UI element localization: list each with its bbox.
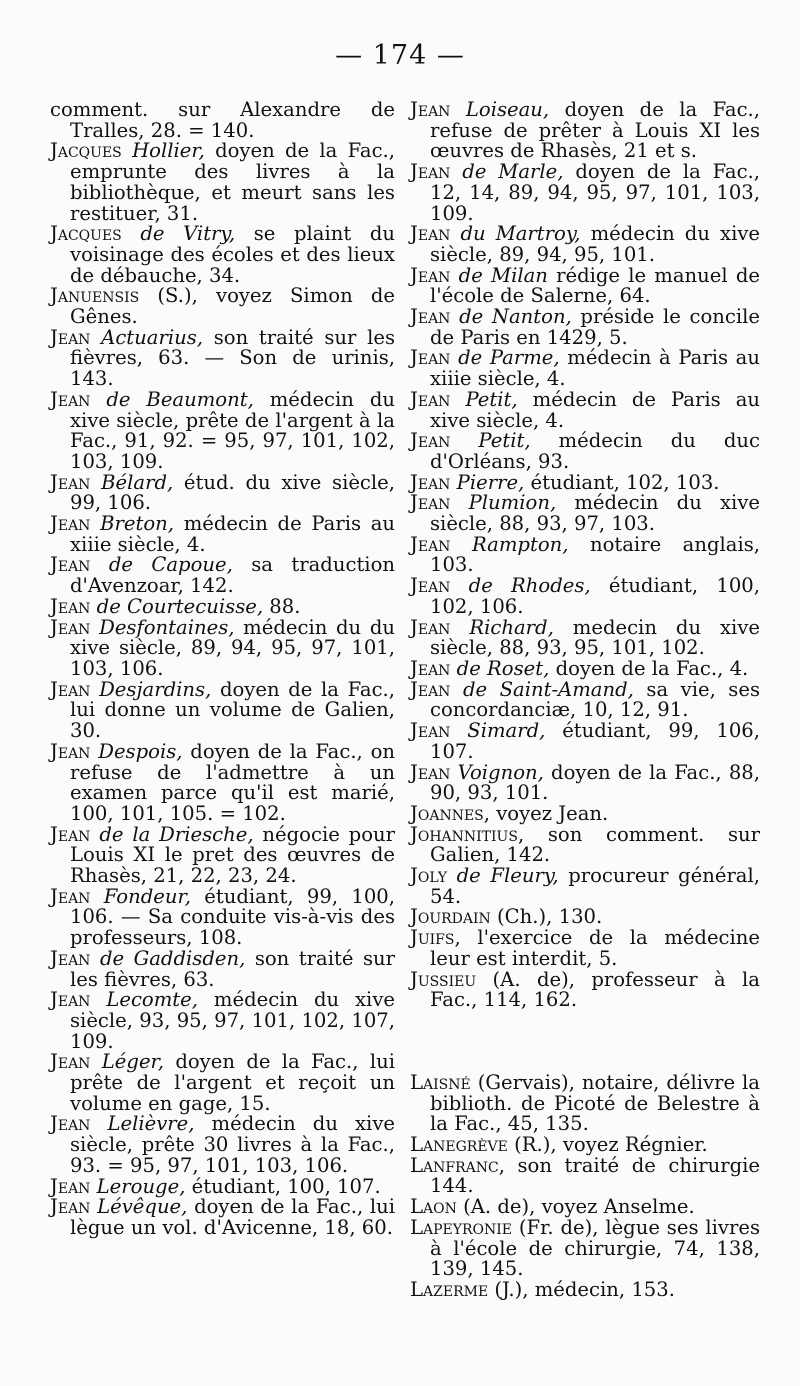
entry-name: Jean	[410, 346, 451, 370]
entry-text: médecin de Paris au xive siècle, 4.	[430, 387, 760, 432]
entry-text: sa vie, ses concordanciæ, 10, 12, 91.	[430, 677, 761, 722]
entry-title: Pierre,	[456, 470, 525, 494]
entry-text: étudiant, 102, 103.	[524, 470, 720, 494]
entry-text: doyen de la Fac., lui lègue un vol. d'Avicenne, 18, 60.	[70, 1195, 395, 1239]
entry-name: Jean	[410, 222, 451, 246]
entry-title: Breton,	[100, 512, 175, 536]
index-entry	[410, 263, 761, 308]
page-number-header: — 174 —	[335, 40, 465, 71]
index-entry	[50, 1174, 395, 1198]
entry-text: l'exercice de la médecine leur est interdit, 5.	[430, 926, 760, 970]
entry-name: Jacques	[50, 222, 122, 246]
entry-title: Simard,	[467, 719, 546, 743]
entry-title: Richard,	[469, 615, 554, 639]
index-entry	[410, 822, 760, 867]
entry-name: Jean	[50, 677, 91, 701]
index-entry	[410, 470, 760, 494]
entry-title: de Vitry,	[140, 222, 236, 246]
entry-name: Jean	[50, 946, 91, 970]
entry-text: son traité sur les fièvres, 63.	[70, 946, 396, 991]
entry-title: de Gaddisden,	[99, 946, 246, 970]
entry-name: Lazerme	[410, 1277, 489, 1301]
entry-text: doyen de la Fac., refuse de prêter à Louis XI les œuvres de Rhasès, 21 et s.	[430, 98, 761, 163]
entry-text: voyez Jean.	[496, 801, 609, 825]
index-entry	[50, 224, 395, 286]
index-entry	[410, 1215, 760, 1281]
entry-text: rédige le manuel de l'école de Salerne, 64.	[430, 263, 761, 308]
index-entry	[410, 760, 761, 805]
index-entry	[410, 866, 760, 907]
entry-text: préside le concile de Paris en 1429, 5.	[430, 305, 760, 349]
entry-title: Lelièvre,	[107, 1112, 195, 1136]
entry-name: Jean	[50, 470, 91, 494]
entry-text: étudiant, 100, 102, 106.	[430, 574, 760, 618]
entry-name: Jourdain	[410, 905, 491, 929]
entry-title: Hollier,	[132, 139, 205, 163]
entry-title: du Martroy,	[460, 222, 581, 246]
index-entry	[50, 594, 395, 618]
entry-name: Jean	[410, 387, 451, 411]
entry-name: Jean	[50, 325, 91, 349]
entry-text: son traité de chirurgie 144.	[430, 1153, 760, 1198]
index-entry	[50, 677, 395, 743]
index-entry	[410, 1135, 760, 1156]
index-entry	[410, 1153, 760, 1198]
entry-title: de Parme,	[458, 346, 560, 370]
entry-name: Jean	[410, 656, 451, 680]
index-entry	[410, 100, 760, 162]
index-entry	[410, 387, 760, 432]
index-entry	[50, 946, 396, 991]
index-entry	[50, 739, 395, 825]
entry-title: Despois,	[98, 739, 183, 763]
entry-text: 88.	[263, 594, 301, 618]
entry-title: de Rhodes,	[468, 574, 591, 598]
entry-name: Jean	[410, 532, 451, 556]
entry-title: de Courtecuisse,	[96, 594, 264, 618]
entry-text: son traité sur les fièvres, 63. — Son de urinis, 143.	[70, 325, 396, 391]
entry-text: doyen de la Fac., on refuse de l'admettre à un examen parce qu'il est marié, 100, 101, 105. = 102.	[70, 739, 395, 825]
entry-title: de Roset,	[456, 656, 550, 680]
entry-name: Jean	[410, 305, 451, 329]
entry-title: Petit,	[465, 387, 518, 411]
entry-text: (Ch.), 130.	[497, 905, 603, 929]
entry-title: Voignon,	[457, 760, 544, 784]
index-entry	[410, 928, 760, 969]
letter-section-gap	[410, 1011, 760, 1073]
index-entry	[50, 615, 396, 680]
entry-title: de Fleury,	[456, 864, 559, 888]
entry-title: Léger,	[101, 1050, 164, 1074]
entry-text: procureur général, 54.	[430, 864, 760, 908]
entry-title: Plumion,	[468, 491, 557, 515]
index-entry	[410, 615, 760, 660]
index-entry	[410, 307, 760, 348]
entry-title: Petit,	[478, 429, 531, 453]
entry-name: Jean	[50, 387, 91, 411]
entry-text: médecin du xive siècle, 93, 95, 97, 101, 102, 107, 109.	[70, 988, 395, 1053]
entry-name: Jean	[410, 470, 451, 494]
entry-name: Jean	[410, 760, 451, 784]
entry-text: médecin du duc d'Orléans, 93.	[430, 429, 760, 473]
index-entry	[50, 514, 395, 555]
entry-text: son comment. sur Galien, 142.	[430, 822, 760, 867]
entry-name: Jean	[410, 719, 451, 743]
entry-name: Jean	[410, 98, 451, 121]
entry-title: Bélard,	[101, 470, 174, 494]
index-entry	[410, 656, 760, 680]
entry-title: Loiseau,	[465, 98, 550, 121]
entry-title: de la Driesche,	[99, 822, 254, 846]
entry-text: doyen de la Fac., lui donne un volume de Galien, 30.	[70, 677, 395, 743]
entry-title: Rampton,	[471, 532, 569, 556]
entry-title: Fondeur,	[103, 884, 191, 908]
entry-text: étud. du xive siècle, 99, 106.	[70, 470, 395, 515]
entry-text: médecin du xive siècle, 89, 94, 95, 101.	[430, 222, 760, 266]
entry-name: Jean	[50, 739, 91, 763]
entry-text: comment. sur Alexandre de Tralles, 28. = 140.	[50, 98, 395, 142]
entry-title: de Saint-Amand,	[462, 677, 634, 701]
entry-text: (Gervais), notaire, délivre la biblioth. de Picoté de Belestre à la Fac., 45, 135.	[430, 1070, 760, 1136]
entry-text: doyen de la Fac., lui prête de l'argent et reçoit un volume en gage, 15.	[70, 1050, 395, 1115]
entry-title: de Milan	[458, 263, 548, 287]
index-column-left	[50, 100, 395, 1239]
entry-name: Jean	[410, 429, 451, 453]
entry-title: Lerouge,	[96, 1174, 186, 1198]
index-entry	[410, 1070, 760, 1136]
entry-title: Actuarius,	[101, 325, 204, 349]
index-entry	[50, 100, 395, 141]
index-entry	[50, 470, 395, 515]
entry-name: Laisné	[410, 1070, 471, 1094]
entry-text: médecin du xive siècle, prête de l'argent à la Fac., 91, 92. = 95, 97, 101, 102, 103, 109.	[70, 387, 395, 473]
index-entry	[50, 286, 395, 327]
index-entry	[410, 967, 760, 1012]
entry-name: Jussieu	[410, 967, 477, 991]
entry-name: Jean	[410, 574, 451, 598]
entry-text: doyen de la Fac., 12, 14, 89, 94, 95, 97, 101, 103, 109.	[430, 160, 760, 225]
entry-title: Lecomte,	[106, 988, 198, 1012]
entry-name: Jean	[50, 884, 91, 908]
entry-name: Jean	[50, 988, 91, 1012]
entry-text: médecin du xive siècle, 88, 93, 97, 103.	[430, 491, 760, 536]
entry-text: (S.), voyez Simon de Gênes.	[70, 284, 395, 329]
index-entry	[410, 493, 760, 534]
entry-text: négocie pour Louis XI le pret des œuvres de Rhasès, 21, 22, 23, 24.	[70, 822, 395, 888]
index-entry	[410, 1277, 760, 1301]
entry-name: Johannitius,	[410, 822, 525, 846]
entry-name: Jean	[50, 615, 91, 639]
entry-name: Januensis	[50, 284, 140, 308]
entry-name: Jean	[410, 263, 451, 287]
entry-text: médecin du du xive siècle, 89, 94, 95, 97, 101, 103, 106.	[70, 615, 396, 680]
entry-name: Jean	[50, 594, 91, 618]
entry-name: Laon	[410, 1195, 457, 1219]
index-entry	[410, 431, 760, 472]
entry-text: notaire anglais, 103.	[430, 532, 760, 577]
entry-name: Jean	[50, 1174, 91, 1198]
entry-text: medecin du xive siècle, 88, 93, 95, 101, 102.	[430, 615, 760, 660]
entry-name: Lapeyronie	[410, 1215, 513, 1239]
entry-title: Desjardins,	[99, 677, 212, 701]
index-entry	[50, 822, 395, 888]
entry-name: Jean	[50, 1050, 91, 1074]
index-entry	[410, 1197, 760, 1218]
entry-title: Desfontaines,	[99, 615, 235, 639]
index-entry	[410, 721, 760, 762]
index-entry	[410, 162, 760, 224]
entry-name: Jean	[50, 512, 91, 536]
entry-text: se plaint du voisinage des écoles et des lieux de débauche, 34.	[70, 222, 395, 287]
entry-title: de Capoue,	[108, 553, 233, 577]
entry-text: étudiant, 100, 107.	[185, 1174, 381, 1198]
index-column-right	[410, 100, 760, 1301]
entry-name: Jean	[410, 677, 451, 701]
entry-title: de Nanton,	[459, 305, 572, 329]
index-entry	[410, 801, 760, 825]
index-entry	[50, 1114, 395, 1176]
entry-name: Jean	[410, 491, 451, 515]
entry-title: de Beaumont,	[106, 387, 254, 411]
entry-text: (A. de), voyez Anselme.	[463, 1195, 695, 1219]
entry-text: doyen de la Fac., emprunte des livres à la bibliothèque, et meurt sans les restituer, 31.	[70, 139, 396, 225]
index-entry	[50, 555, 395, 596]
index-entry	[50, 1197, 395, 1238]
index-entry	[50, 141, 395, 224]
entry-text: (Fr. de), lègue ses livres à l'école de chirurgie, 74, 138, 139, 145.	[430, 1215, 760, 1281]
entry-text: sa traduction d'Avenzoar, 142.	[70, 553, 395, 598]
index-entry	[50, 325, 396, 391]
entry-name: Jean	[50, 822, 91, 846]
entry-name: Lanegrève	[410, 1133, 508, 1157]
entry-text: doyen de la Fac., 4.	[549, 656, 749, 680]
entry-text: doyen de la Fac., 88, 90, 93, 101.	[430, 760, 761, 805]
index-entry	[410, 576, 760, 617]
entry-title: de Marle,	[462, 160, 564, 184]
index-entry	[410, 532, 760, 577]
entry-text: médecin à Paris au xiiie siècle, 4.	[430, 346, 760, 391]
entry-name: Jean	[50, 1112, 91, 1136]
entry-name: Jean	[50, 1195, 91, 1219]
entry-name: Juifs,	[410, 926, 461, 950]
entry-text: médecin de Paris au xiiie siècle, 4.	[70, 512, 396, 556]
entry-title: Lévêque,	[97, 1195, 188, 1219]
entry-text: étudiant, 99, 106, 107.	[430, 719, 760, 763]
entry-name: Lanfranc,	[410, 1153, 505, 1177]
entry-text: étudiant, 99, 100, 106. — Sa conduite vis-à-vis des professeurs, 108.	[70, 884, 395, 950]
index-entry	[50, 884, 395, 950]
entry-text: (R.), voyez Régnier.	[514, 1133, 708, 1157]
index-entry	[50, 990, 395, 1052]
entry-name: Jean	[410, 160, 451, 184]
index-entry	[410, 677, 761, 722]
entry-text: (J.), médecin, 153.	[494, 1277, 675, 1301]
entry-name: Jean	[410, 615, 451, 639]
index-entry	[50, 1052, 395, 1114]
entry-name: Joannes,	[410, 801, 490, 825]
entry-name: Joly	[410, 864, 447, 888]
index-entry	[410, 348, 760, 389]
entry-name: Jean	[50, 553, 91, 577]
entry-name: Jacques	[50, 139, 122, 163]
entry-text: médecin du xive siècle, prête 30 livres à la Fac., 93. = 95, 97, 101, 103, 106.	[70, 1112, 395, 1177]
index-entry	[410, 224, 760, 265]
index-entry	[410, 907, 760, 928]
entry-text: (A. de), professeur à la Fac., 114, 162.	[430, 967, 760, 1012]
index-entry	[50, 387, 395, 473]
